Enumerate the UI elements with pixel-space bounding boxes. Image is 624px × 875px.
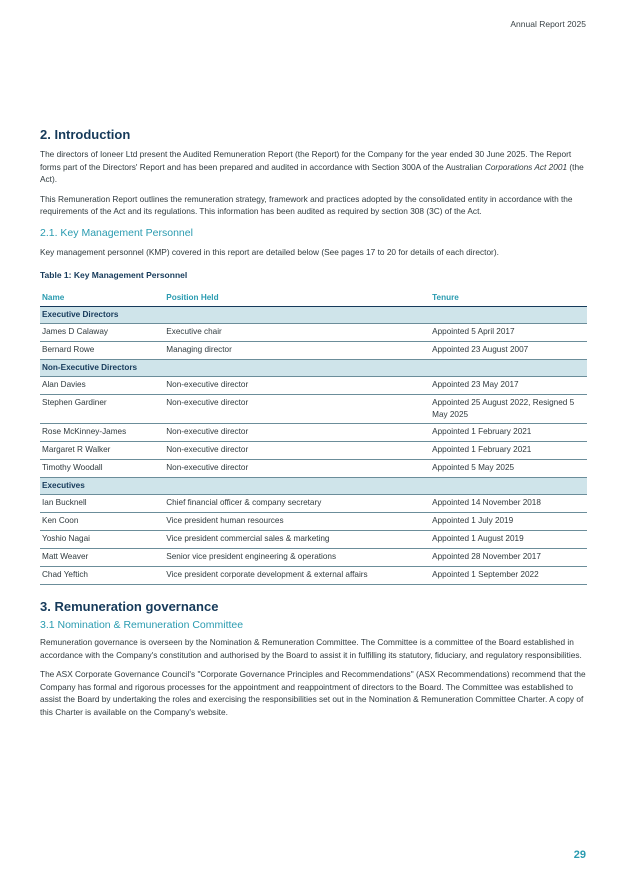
cell-tenure: Appointed 1 July 2019 [430, 513, 587, 531]
intro-p1-text-a: The directors of Ioneer Ltd present the Audited Remuneration Report (the Report) for the Company for the year ended 30 June 2025. The Report forms part of the Directors' Report and has been prepared and audited in accordance with Section 300A of the Australian [40, 149, 572, 172]
table-row [40, 495, 587, 513]
governance-paragraph-2: The ASX Corporate Governance Council's "Corporate Governance Principles and Recommendations" (ASX Recommendations) recommend that the Company has formal and rigorous processes for the appointment and reappointment of directors to the Board. The Committee was established to assist the Board by undertaking the roles and exercising the responsibilities set out in the Nomination & Remuneration Committee Charter. A copy of this Charter is available on the Company's website. [40, 669, 586, 717]
cell-position: Managing director [164, 342, 430, 360]
cell-position: Non-executive director [164, 395, 430, 424]
table-row [40, 531, 587, 549]
cell-tenure: Appointed 1 February 2021 [430, 442, 587, 460]
cell-tenure: Appointed 1 August 2019 [430, 531, 587, 549]
table-row [40, 324, 587, 342]
col-header-tenure: Tenure [430, 289, 587, 307]
group-label: Non-Executive Directors [40, 360, 587, 377]
cell-name: Margaret R Walker [40, 442, 164, 460]
cell-tenure: Appointed 5 April 2017 [430, 324, 587, 342]
table-row [40, 513, 587, 531]
table-row [40, 549, 587, 567]
cell-name: Chad Yeftich [40, 567, 164, 585]
cell-name: Alan Davies [40, 377, 164, 395]
kmp-intro-text: Key management personnel (KMP) covered in this report are detailed below (See pages 17 to 20 for details of each director). [40, 246, 499, 257]
group-label: Executives [40, 478, 587, 495]
group-row-non-executive-directors [40, 360, 587, 377]
intro-p1-act-title: Corporations Act 2001 [484, 161, 568, 172]
intro-paragraph-2: This Remuneration Report outlines the remuneration strategy, framework and practices adopted by the consolidated entity in accordance with the requirements of the Act and its regulations. This information has been audited as required by section 308 (3C) of the Act. [40, 193, 573, 216]
cell-name: James D Calaway [40, 324, 164, 342]
group-label: Executive Directors [40, 307, 587, 324]
intro-paragraph-1 [40, 148, 587, 186]
cell-tenure: Appointed 23 August 2007 [430, 342, 587, 360]
kmp-table [40, 289, 587, 585]
table-row [40, 342, 587, 360]
kmp-table-title: Table 1: Key Management Personnel [40, 270, 188, 280]
cell-tenure: Appointed 23 May 2017 [430, 377, 587, 395]
page-number: 29 [573, 849, 586, 861]
governance-subheading: 3.1 Nomination & Remuneration Committee [40, 619, 244, 631]
cell-tenure: Appointed 25 August 2022, Resigned 5 May 2025 [430, 395, 587, 424]
cell-position: Non-executive director [164, 377, 430, 395]
cell-position: Vice president human resources [164, 513, 430, 531]
table-row [40, 377, 587, 395]
table-row [40, 395, 587, 424]
cell-name: Ian Bucknell [40, 495, 164, 513]
cell-position: Senior vice president engineering & operations [164, 549, 430, 567]
kmp-table-header-row [40, 289, 587, 307]
table-row [40, 424, 587, 442]
cell-position: Chief financial officer & company secretary [164, 495, 430, 513]
governance-paragraph-1: Remuneration governance is overseen by the Nomination & Remuneration Committee. The Committee is a committee of the Board established in accordance with the Company's constitution and authorised by the Board to assist it in fulfilling its statutory, fiduciary, and regulatory responsibilities. [40, 637, 582, 660]
report-header-label: Annual Report 2025 [510, 19, 586, 29]
cell-name: Bernard Rowe [40, 342, 164, 360]
cell-tenure: Appointed 1 February 2021 [430, 424, 587, 442]
group-row-executive-directors [40, 307, 587, 324]
intro-p1-text-b: (the Act). [40, 161, 584, 184]
col-header-name: Name [40, 289, 164, 307]
kmp-heading: 2.1. Key Management Personnel [40, 226, 193, 239]
col-header-position: Position Held [164, 289, 430, 307]
intro-heading: 2. Introduction [40, 127, 131, 142]
cell-position: Executive chair [164, 324, 430, 342]
cell-position: Vice president commercial sales & marketing [164, 531, 430, 549]
cell-name: Timothy Woodall [40, 460, 164, 478]
cell-position: Non-executive director [164, 424, 430, 442]
cell-tenure: Appointed 28 November 2017 [430, 549, 587, 567]
cell-name: Rose McKinney-James [40, 424, 164, 442]
table-row [40, 567, 587, 585]
cell-tenure: Appointed 14 November 2018 [430, 495, 587, 513]
cell-tenure: Appointed 1 September 2022 [430, 567, 587, 585]
cell-name: Stephen Gardiner [40, 395, 164, 424]
cell-name: Matt Weaver [40, 549, 164, 567]
cell-position: Non-executive director [164, 460, 430, 478]
governance-heading: 3. Remuneration governance [40, 599, 219, 614]
table-row [40, 442, 587, 460]
cell-position: Vice president corporate development & external affairs [164, 567, 430, 585]
cell-name: Yoshio Nagai [40, 531, 164, 549]
cell-name: Ken Coon [40, 513, 164, 531]
cell-tenure: Appointed 5 May 2025 [430, 460, 587, 478]
table-row [40, 460, 587, 478]
group-row-executives [40, 478, 587, 495]
report-content [40, 126, 587, 718]
cell-position: Non-executive director [164, 442, 430, 460]
